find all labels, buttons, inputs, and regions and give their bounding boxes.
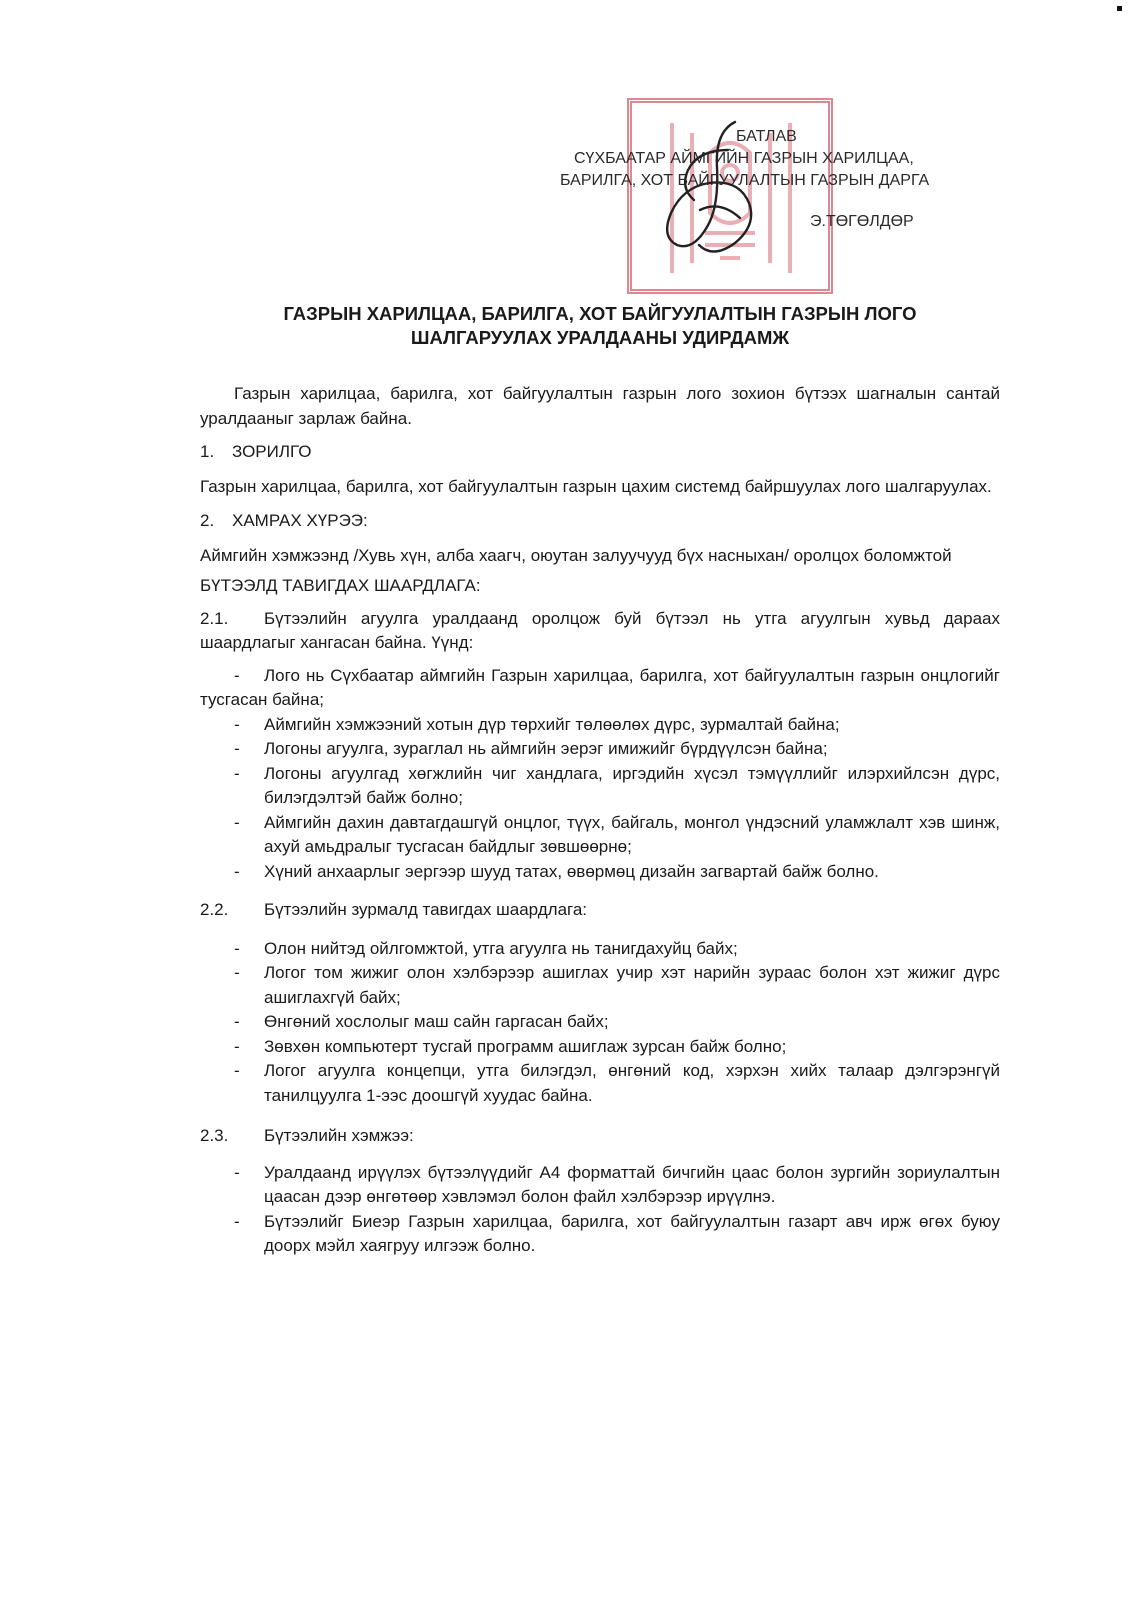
bullet-dash: - — [234, 1162, 240, 1182]
section-1-text: Газрын харилцаа, барилга, хот байгуулалтын газрын цахим системд байршуулах лого шалгаруулах. — [200, 476, 992, 496]
list-item-text: Зөвхөн компьютерт тусгай программ ашиглаж зурсан байж болно; — [264, 1036, 787, 1056]
section-2-heading — [200, 509, 1000, 534]
list-item-text: Лого нь Сүхбаатар аймгийн Газрын харилцаа, барилга, хот байгуулалтын газрын онцлогийг тусгасан байна; — [200, 665, 1000, 709]
section-2-2-heading — [200, 898, 1000, 923]
list-item — [200, 664, 1000, 713]
section-2-number: 2. — [200, 511, 215, 530]
list-item — [200, 811, 1000, 860]
list-item-text: Аймгийн хэмжээний хотын дүр төрхийг төлөөлөх дүрс, зурмалтай байна; — [264, 714, 840, 734]
bullet-dash: - — [234, 861, 240, 881]
section-2-text: Аймгийн хэмжээнд /Хувь хүн, алба хаагч, оюутан залуучууд бүх насныхан/ оролцох боломжтой — [200, 545, 952, 565]
list-item-text: Өнгөний хослолыг маш сайн гаргасан байх; — [264, 1012, 609, 1031]
section-2-1-number: 2.1. — [200, 608, 229, 628]
requirements-heading: БҮТЭЭЛД ТАВИГДАХ ШААРДЛАГА: — [200, 576, 481, 595]
list-item — [200, 1161, 1000, 1210]
bullet-dash: - — [234, 1211, 240, 1231]
approval-label: БАТЛАВ — [736, 128, 797, 145]
intro-paragraph: Газрын харилцаа, барилга, хот байгуулалтын газрын лого зохион бүтээх шагналын сантай уралдааныг зарлаж байна. — [200, 384, 1000, 428]
section-1-title: ЗОРИЛГО — [232, 442, 312, 461]
bullet-dash: - — [234, 812, 240, 832]
section-2-2-body: Бүтээлийн зурмалд тавигдах шаардлага: — [264, 900, 588, 919]
title-line2: ШАЛГАРУУЛАХ УРАЛДААНЫ УДИРДАМЖ — [410, 327, 790, 348]
bullet-dash: - — [234, 714, 240, 734]
list-item-text: Логоны агуулга, зураглал нь аймгийн эерэг имижийг бүрдүүлсэн байна; — [264, 739, 828, 758]
list-item-text: Логог агуулга концепци, утга билэгдэл, өнгөний код, хэрхэн хийх талаар дэлгэрэнгүй танилцуулга 1-ээс доошгүй хуудас байна. — [264, 1061, 1000, 1105]
list-item-text: Логог том жижиг олон хэлбэрээр ашиглах учир хэт нарийн зураас болон хэт жижиг дүрс ашиглахгүй байх; — [264, 963, 1000, 1007]
list-item — [200, 860, 1000, 885]
section-2-3-number: 2.3. — [200, 1126, 229, 1145]
list-item — [200, 1035, 1000, 1060]
list-item — [200, 762, 1000, 811]
bullet-dash: - — [234, 938, 240, 958]
approval-signer: Э.ТӨГӨЛДӨР — [810, 213, 914, 230]
list-item — [200, 961, 1000, 1010]
list-item — [200, 713, 1000, 738]
list-item-text: Бүтээлийг Биеэр Газрын харилцаа, барилга, хот байгуулалтын газарт авч ирж өгөх буюу доорх мэйл хаягруу илгээж болно. — [264, 1211, 1000, 1255]
approval-org-line2: БАРИЛГА, ХОТ БАЙГУУЛАЛТЫН ГАЗРЫН ДАРГА — [560, 172, 930, 189]
section-1-heading — [200, 440, 1000, 465]
list-item-text: Аймгийн дахин давтагдашгүй онцлог, түүх, байгаль, монгол үндэсний уламжлалт хэв шинж, ахуй амьдралыг тусгасан байдлыг зөвшөөрнө; — [264, 812, 1000, 856]
document-body — [200, 382, 1000, 1259]
signature-icon — [640, 110, 780, 280]
list-item — [200, 937, 1000, 962]
section-2-1-body: Бүтээлийн агуулга уралдаанд оролцож буй бүтээл нь утга агуулгын хувьд дараах шаардлагыг хангасан байна. Үүнд: — [200, 608, 1000, 652]
list-item-text: Уралдаанд ирүүлэх бүтээлүүдийг А4 форматтай бичгийн цаас болон зургийн зориулалтын цаасан дээр өнгөтөөр хэвлэмэл болон файл хэлбэрээр ирүүлнэ. — [264, 1162, 1000, 1206]
section-2-3-heading — [200, 1124, 1000, 1149]
section-2-title: ХАМРАХ ХҮРЭЭ: — [232, 511, 368, 530]
title-line1: ГАЗРЫН ХАРИЛЦАА, БАРИЛГА, ХОТ БАЙГУУЛАЛТЫН ГАЗРЫН ЛОГО — [283, 303, 917, 324]
list-item — [200, 1059, 1000, 1108]
bullet-dash: - — [234, 1036, 240, 1056]
bullet-dash: - — [234, 763, 240, 783]
document-title — [200, 302, 1000, 350]
list-item — [200, 1210, 1000, 1259]
bullet-dash: - — [234, 1061, 240, 1080]
section-1-number: 1. — [200, 442, 215, 461]
section-2-1-text — [200, 607, 1000, 656]
approval-org-line1: СҮХБААТАР АЙМГИЙН ГАЗРЫН ХАРИЛЦАА, — [574, 150, 914, 167]
list-item — [200, 737, 1000, 762]
section-2-3-body: Бүтээлийн хэмжээ: — [264, 1126, 414, 1145]
bullet-dash: - — [234, 739, 240, 758]
list-item-text: Хүний анхаарлыг эергээр шууд татах, өвөрмөц дизайн загвартай байж болно. — [264, 861, 879, 881]
list-item-text: Логоны агуулгад хөгжлийн чиг хандлага, иргэдийн хүсэл тэмүүллийг илэрхийлсэн дүрс, билэгдэлтэй байж болно; — [264, 763, 1000, 807]
section-2-2-number: 2.2. — [200, 900, 229, 919]
scan-mark — [1117, 6, 1122, 11]
bullet-dash: - — [234, 1012, 240, 1031]
bullet-dash: - — [234, 665, 240, 685]
bullet-dash: - — [234, 963, 240, 982]
list-item — [200, 1010, 1000, 1035]
list-item-text: Олон нийтэд ойлгомжтой, утга агуулга нь танигдахуйц байх; — [264, 938, 738, 958]
